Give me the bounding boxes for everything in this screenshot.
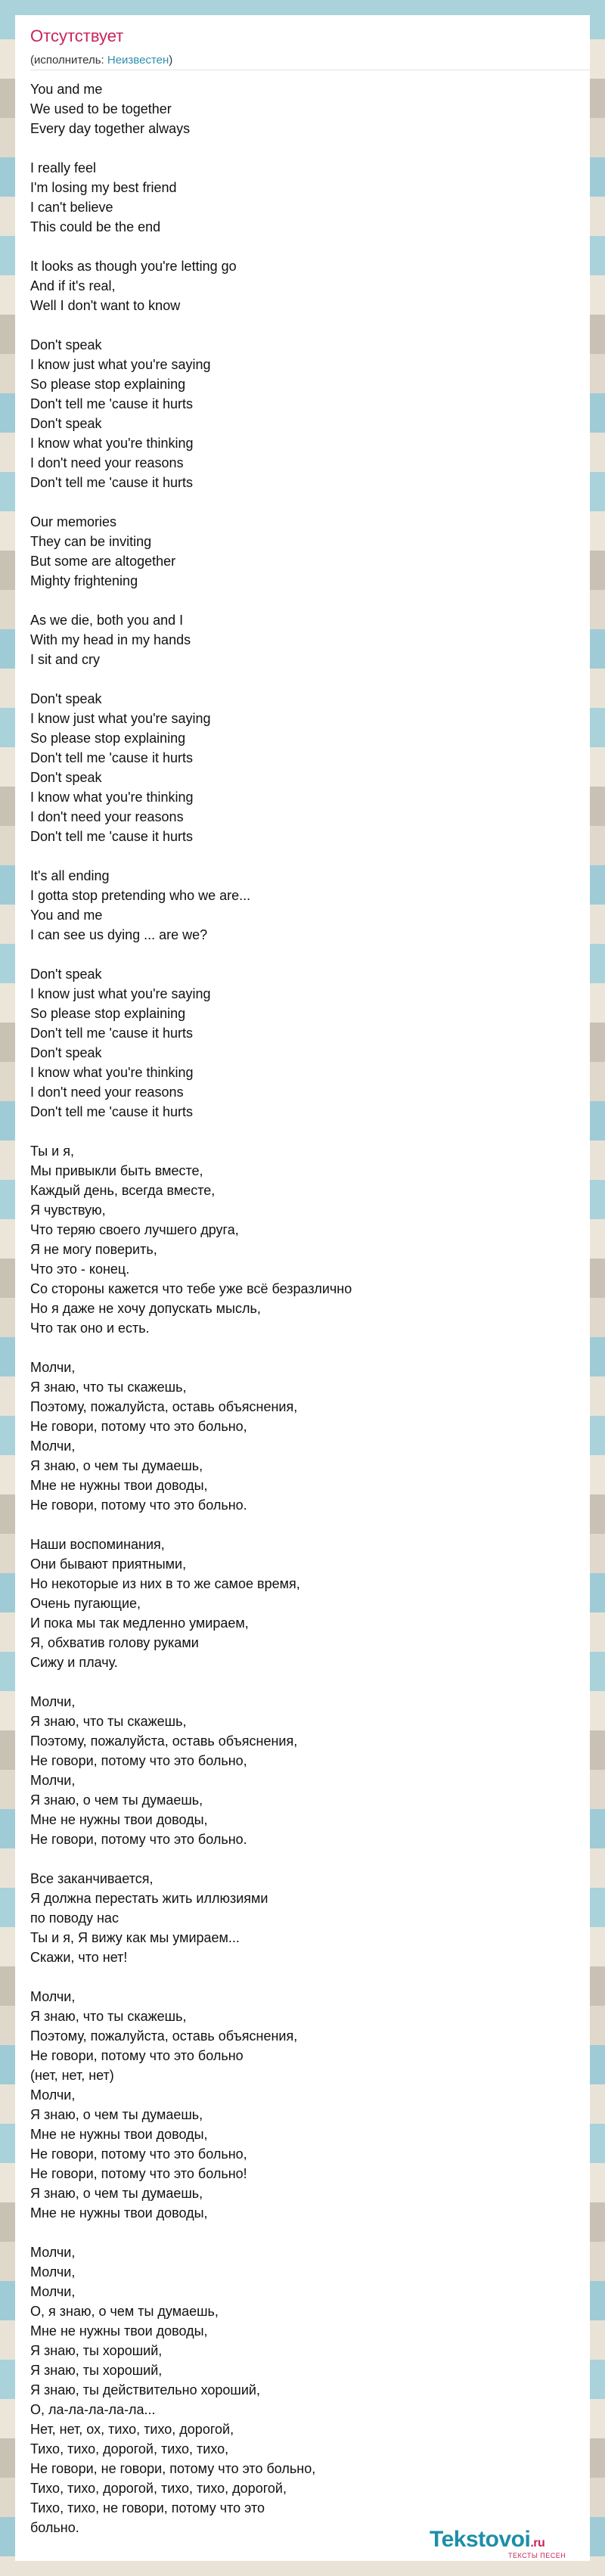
lyric-line: Поэтому, пожалуйста, оставь объяснения,: [30, 2028, 298, 2044]
lyric-line: Не говори, потому что это больно: [30, 2048, 244, 2063]
lyric-line: Поэтому, пожалуйста, оставь объяснения,: [30, 1399, 298, 1414]
lyric-line: Что теряю своего лучшего друга,: [30, 1222, 239, 1237]
lyric-line: Мне не нужны твои доводы,: [30, 1812, 208, 1827]
stanza: [30, 1987, 575, 2223]
lyric-line: Молчи,: [30, 2245, 76, 2260]
stanza: [30, 964, 575, 1122]
lyric-line: I can't believe: [30, 200, 113, 215]
lyric-line: Don't tell me 'cause it hurts: [30, 829, 193, 844]
lyric-line: Не говори, потому что это больно,: [30, 1753, 247, 1768]
lyric-line: Well I don't want to know: [30, 298, 181, 313]
lyric-line: With my head in my hands: [30, 632, 191, 647]
lyric-line: Я должна перестать жить иллюзиями: [30, 1891, 268, 1906]
logo-tagline: ТЕКСТЫ ПЕСЕН: [508, 2552, 566, 2559]
lyric-line: I know just what you're saying: [30, 986, 211, 1001]
lyric-line: We used to be together: [30, 101, 172, 116]
lyric-line: Не говори, потому что это больно.: [30, 1832, 247, 1847]
lyric-line: Мне не нужны твои доводы,: [30, 2205, 208, 2221]
lyric-line: Don't tell me 'cause it hurts: [30, 750, 193, 765]
lyric-line: And if it's real,: [30, 278, 116, 293]
lyrics-text: [30, 79, 575, 2557]
stanza: [30, 256, 575, 315]
lyric-line: I know just what you're saying: [30, 357, 211, 372]
lyric-line: Тихо, тихо, не говори, потому что это: [30, 2500, 265, 2515]
lyric-line: I sit and cry: [30, 652, 101, 667]
lyric-line: Молчи,: [30, 1360, 76, 1375]
lyric-line: Я знаю, ты хороший,: [30, 2343, 163, 2358]
lyric-line: Тихо, тихо, дорогой, тихо, тихо, дорогой,: [30, 2481, 287, 2496]
lyric-line: I know what you're thinking: [30, 790, 194, 805]
lyric-line: You and me: [30, 908, 103, 923]
stanza: [30, 1869, 575, 1967]
lyric-line: This could be the end: [30, 219, 161, 234]
lyric-line: Что так оно и есть.: [30, 1321, 150, 1336]
lyric-line: Don't speak: [30, 691, 102, 706]
logo-name: Tekstovoi: [430, 2527, 531, 2552]
lyric-line: Don't tell me 'cause it hurts: [30, 1104, 193, 1119]
lyric-line: О, я знаю, о чем ты думаешь,: [30, 2304, 219, 2319]
byline-suffix: ): [169, 54, 173, 67]
stanza: [30, 1358, 575, 1515]
artist-link[interactable]: Неизвестен: [107, 54, 169, 67]
lyric-line: Не говори, потому что это больно.: [30, 1497, 247, 1513]
lyric-line: Но я даже не хочу допускать мысль,: [30, 1301, 261, 1316]
lyric-line: As we die, both you and I: [30, 613, 184, 628]
lyric-line: Ты и я,: [30, 1144, 74, 1159]
lyric-line: Every day together always: [30, 121, 191, 136]
lyric-line: It's all ending: [30, 868, 110, 883]
lyric-line: Я знаю, что ты скажешь,: [30, 1714, 187, 1729]
lyric-line: Не говори, потому что это больно,: [30, 1419, 247, 1434]
lyric-line: I really feel: [30, 160, 97, 175]
lyric-line: Молчи,: [30, 1439, 76, 1454]
lyric-line: Сижу и плачу.: [30, 1655, 118, 1670]
stanza: [30, 79, 575, 138]
lyric-line: Молчи,: [30, 1694, 76, 1709]
lyric-line: Я знаю, о чем ты думаешь,: [30, 2107, 203, 2122]
lyric-line: Don't speak: [30, 770, 102, 785]
lyric-line: Не говори, не говори, потому что это больно,: [30, 2461, 316, 2476]
lyric-line: I know just what you're saying: [30, 711, 211, 726]
lyric-line: Don't speak: [30, 1045, 102, 1060]
lyric-line: больно.: [30, 2520, 79, 2535]
lyric-line: Молчи,: [30, 1989, 76, 2004]
lyric-line: Но некоторые из них в то же самое время,: [30, 1576, 300, 1591]
lyric-line: Каждый день, всегда вместе,: [30, 1183, 216, 1198]
lyric-line: О, ла-ла-ла-ла-ла...: [30, 2402, 156, 2417]
logo-tld: .ru: [530, 2537, 545, 2550]
lyric-line: Что это - конец.: [30, 1262, 130, 1277]
stanza: [30, 2242, 575, 2537]
lyric-line: Don't tell me 'cause it hurts: [30, 396, 193, 411]
lyric-line: Я чувствую,: [30, 1203, 106, 1218]
lyric-line: (нет, нет, нет): [30, 2068, 114, 2083]
stanza: [30, 1141, 575, 1338]
stanza: [30, 866, 575, 945]
lyric-line: Поэтому, пожалуйста, оставь объяснения,: [30, 1733, 298, 1749]
song-title: Отсутствует: [30, 26, 124, 45]
lyric-line: Со стороны кажется что тебе уже всё безразлично: [30, 1281, 352, 1296]
lyric-line: Я знаю, о чем ты думаешь,: [30, 1458, 203, 1473]
lyric-line: Don't speak: [30, 337, 102, 352]
lyric-line: Я знаю, что ты скажешь,: [30, 1380, 187, 1395]
lyric-line: Я знаю, о чем ты думаешь,: [30, 1792, 203, 1808]
stanza: [30, 689, 575, 846]
lyric-line: I know what you're thinking: [30, 1065, 194, 1080]
lyric-line: I'm losing my best friend: [30, 180, 177, 195]
lyric-line: Наши воспоминания,: [30, 1537, 165, 1552]
lyric-line: Нет, нет, ох, тихо, тихо, дорогой,: [30, 2422, 234, 2437]
lyric-line: Не говори, потому что это больно!: [30, 2166, 247, 2181]
lyric-line: Don't tell me 'cause it hurts: [30, 475, 193, 490]
lyric-line: Они бывают приятными,: [30, 1556, 187, 1572]
lyric-line: Don't tell me 'cause it hurts: [30, 1026, 193, 1041]
lyric-line: Молчи,: [30, 2087, 76, 2103]
lyric-line: Молчи,: [30, 2284, 76, 2299]
byline-prefix: (исполнитель:: [30, 54, 107, 67]
lyric-line: Скажи, что нет!: [30, 1950, 128, 1965]
artist-byline: [30, 53, 172, 68]
lyric-line: So please stop explaining: [30, 377, 186, 392]
lyric-line: Mighty frightening: [30, 573, 138, 588]
lyric-line: Я не могу поверить,: [30, 1242, 157, 1257]
lyric-line: But some are altogether: [30, 554, 176, 569]
lyric-line: Я, обхватив голову руками: [30, 1635, 199, 1650]
lyric-line: I know what you're thinking: [30, 436, 194, 451]
lyric-line: Мне не нужны твои доводы,: [30, 2127, 208, 2142]
lyric-line: Don't speak: [30, 416, 102, 431]
lyric-line: I gotta stop pretending who we are...: [30, 888, 251, 903]
lyric-line: Мы привыкли быть вместе,: [30, 1163, 203, 1178]
lyric-line: Я знаю, ты хороший,: [30, 2363, 163, 2378]
lyric-line: Мне не нужны твои доводы,: [30, 1478, 208, 1493]
lyric-line: И пока мы так медленно умираем,: [30, 1615, 249, 1631]
lyric-line: I don't need your reasons: [30, 455, 184, 470]
stanza: [30, 610, 575, 669]
lyric-line: Я знаю, что ты скажешь,: [30, 2009, 187, 2024]
lyric-line: They can be inviting: [30, 534, 152, 549]
lyric-line: I don't need your reasons: [30, 1085, 184, 1100]
stanza: [30, 512, 575, 591]
lyric-line: Молчи,: [30, 2264, 76, 2280]
lyric-line: Мне не нужны твои доводы,: [30, 2323, 208, 2339]
lyric-line: Don't speak: [30, 967, 102, 982]
lyric-line: So please stop explaining: [30, 731, 186, 746]
lyric-line: Ты и я, Я вижу как мы умираем...: [30, 1930, 240, 1945]
lyrics-card: [15, 15, 590, 2561]
stanza: [30, 1692, 575, 1849]
lyric-line: It looks as though you're letting go: [30, 259, 237, 274]
lyric-line: Очень пугающие,: [30, 1596, 141, 1611]
lyric-line: So please stop explaining: [30, 1006, 186, 1021]
stanza: [30, 1535, 575, 1672]
lyric-line: по поводу нас: [30, 1910, 119, 1926]
lyric-line: Молчи,: [30, 1773, 76, 1788]
lyric-line: Я знаю, ты действительно хороший,: [30, 2382, 260, 2398]
lyric-line: Я знаю, о чем ты думаешь,: [30, 2186, 203, 2201]
stanza: [30, 158, 575, 237]
lyric-line: I don't need your reasons: [30, 809, 184, 824]
lyric-line: Не говори, потому что это больно,: [30, 2146, 247, 2162]
lyric-line: Все заканчивается,: [30, 1871, 154, 1886]
lyric-line: I can see us dying ... are we?: [30, 927, 208, 942]
lyric-line: Тихо, тихо, дорогой, тихо, тихо,: [30, 2441, 229, 2457]
lyric-line: You and me: [30, 82, 103, 97]
stanza: [30, 335, 575, 492]
lyric-line: Our memories: [30, 514, 117, 529]
